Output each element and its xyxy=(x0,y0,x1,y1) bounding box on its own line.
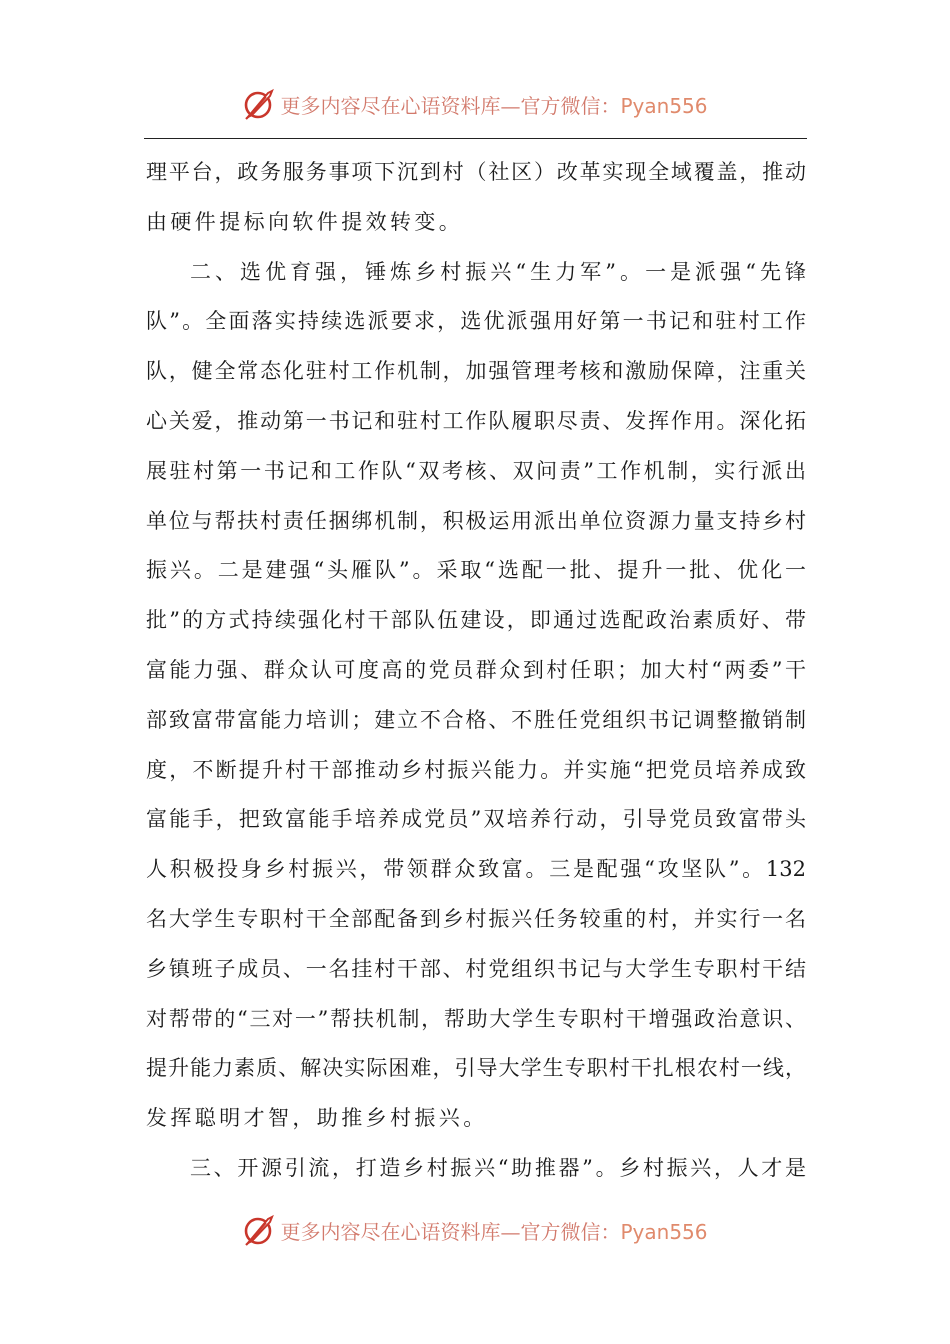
body-line: 部致富带富能力培训；建立不合格、不胜任党组织书记调整撤销制 xyxy=(146,707,806,732)
body-line: 人积极投身乡村振兴，带领群众致富。三是配强“攻坚队”。132 xyxy=(146,857,806,882)
footer-brand-text: 更多内容尽在心语资料库—官方微信：Pyan556 xyxy=(280,1219,708,1244)
header-wechat-id: Pyan556 xyxy=(620,93,708,118)
quill-logo-icon xyxy=(242,87,276,121)
body-line: 发挥聪明才智，助推乡村振兴。 xyxy=(146,1106,488,1131)
body-line: 乡镇班子成员、一名挂村干部、村党组织书记与大学生专职村干结 xyxy=(146,956,806,981)
footer-banner xyxy=(0,1208,950,1252)
quill-logo-icon xyxy=(242,1213,276,1247)
body-line: 振兴。二是建强“头雁队”。采取“选配一批、提升一批、优化一 xyxy=(146,558,806,583)
body-line: 理平台，政务服务事项下沉到村（社区）改革实现全域覆盖，推动 xyxy=(146,160,806,184)
body-line: 对帮带的“三对一”帮扶机制，帮助大学生专职村干增强政治意识、 xyxy=(146,1006,806,1031)
header-brand-text: 更多内容尽在心语资料库—官方微信：Pyan556 xyxy=(280,93,708,118)
body-line: 心关爱，推动第一书记和驻村工作队履职尽责、发挥作用。深化拓 xyxy=(146,408,806,433)
body-line: 三、开源引流，打造乡村振兴“助推器”。乡村振兴，人才是 xyxy=(190,1155,806,1180)
body-line: 富能力强、群众认可度高的党员群众到村任职；加大村“两委”干 xyxy=(146,657,806,682)
document-body xyxy=(146,148,806,1194)
body-line: 二、选优育强，锤炼乡村振兴“生力军”。一是派强“先锋 xyxy=(190,259,806,284)
body-line: 富能手，把致富能手培养成党员”双培养行动，引导党员致富带头 xyxy=(146,807,806,832)
body-line: 队，健全常态化驻村工作机制，加强管理考核和激励保障，注重关 xyxy=(146,359,806,384)
body-line: 名大学生专职村干全部配备到乡村振兴任务较重的村，并实行一名 xyxy=(146,906,806,931)
header-divider xyxy=(144,138,807,139)
body-line: 度，不断提升村干部推动乡村振兴能力。并实施“把党员培养成致 xyxy=(146,757,806,782)
footer-wechat-id: Pyan556 xyxy=(620,1219,708,1244)
body-line: 单位与帮扶村责任捆绑机制，积极运用派出单位资源力量支持乡村 xyxy=(146,508,806,533)
body-line: 由硬件提标向软件提效转变。 xyxy=(146,209,464,234)
body-line: 队”。全面落实持续选派要求，选优派强用好第一书记和驻村工作 xyxy=(146,309,806,334)
body-line: 展驻村第一书记和工作队“双考核、双问责”工作机制，实行派出 xyxy=(146,458,806,483)
body-line: 提升能力素质、解决实际困难，引导大学生专职村干扎根农村一线， xyxy=(146,1056,806,1081)
header-banner xyxy=(0,82,950,126)
body-line: 批”的方式持续强化村干部队伍建设，即通过选配政治素质好、带 xyxy=(146,608,806,633)
